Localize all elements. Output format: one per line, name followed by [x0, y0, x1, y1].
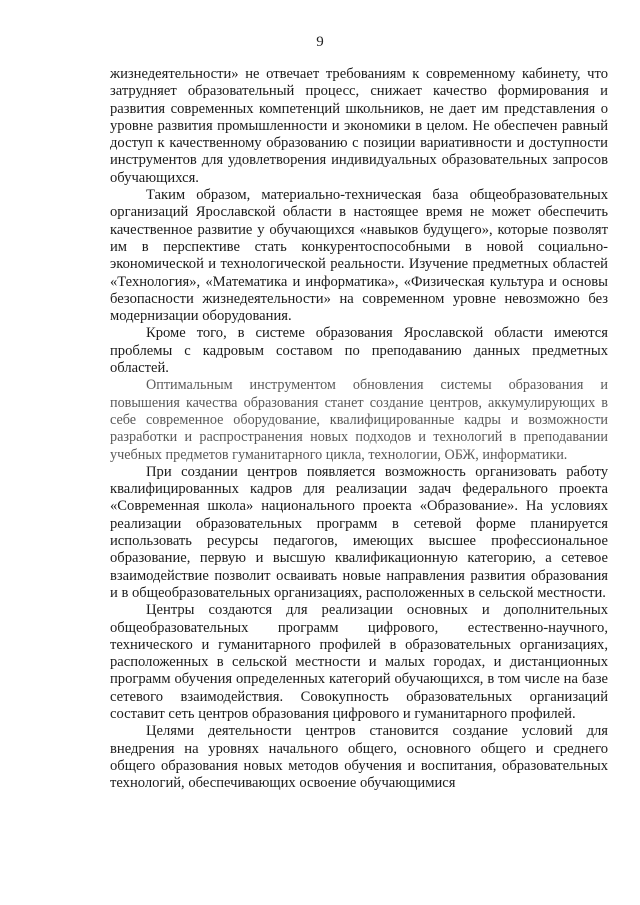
page-number: 9: [316, 34, 324, 50]
paragraph-material-base: Таким образом, материально-техническая база общеобразовательных организаций Ярославской области в настоящее время не может обеспечить качественное развитие у обучающихся «навыков будущего», которые позволят им в перспективе стать конкурентоспособными в новой социально-экономической и технологической реальности. Изучение предметных областей «Технология», «Математика и информатика», «Физическая культура и основы безопасности жизнедеятельности» на современном уровне невозможно без модернизации оборудования.: [110, 187, 608, 325]
document-body: [110, 66, 608, 792]
paragraph-optimal-instrument: Оптимальным инструментом обновления системы образования и повышения качества образования станет создание центров, аккумулирующих в себе современное оборудование, квалифицированные кадры и возможности разработки и распространения новых подходов и технологий в преподавании учебных предметов гуманитарного цикла, технологии, ОБЖ, информатики.: [110, 377, 608, 463]
paragraph-centers-purpose: Центры создаются для реализации основных и дополнительных общеобразовательных программ цифрового, естественно-научного, технического и гуманитарного профилей в образовательных организациях, расположенных в сельской местности и малых городах, и дистанционных программ обучения определенных категорий обучающихся, в том числе на базе сетевого взаимодействия. Совокупность образовательных организаций составит сеть центров образования цифрового и гуманитарного профилей.: [110, 602, 608, 722]
paragraph-centers-creation: При создании центров появляется возможность организовать работу квалифицированных кадров для реализации задач федерального проекта «Современная школа» национального проекта «Образование». На условиях реализации образовательных программ в сетевой форме планируется использовать ресурсы педагогов, имеющих высшее профессиональное образование, первую и высшую квалификационную категорию, а сетевое взаимодействие позволит осваивать новые направления развития образования и в общеобразовательных организациях, расположенных в сельской местности.: [110, 463, 608, 601]
paragraph-centers-goals: Целями деятельности центров становится создание условий для внедрения на уровнях начального общего, основного общего и среднего общего образования новых методов обучения и воспитания, образовательных технологий, обеспечивающих освоение обучающимися: [110, 723, 608, 792]
paragraph-continuation: жизнедеятельности» не отвечает требованиям к современному кабинету, что затрудняет образовательный процесс, снижает качество формирования и развития современных компетенций школьников, не дает им представления о уровне развития промышленности и экономики в целом. Не обеспечен равный доступ к качественному образованию с позиции вариативности и доступности инструментов для удовлетворения индивидуальных образовательных запросов обучающихся.: [110, 66, 608, 186]
paragraph-staffing-problems: Кроме того, в системе образования Ярославской области имеются проблемы с кадровым составом по преподаванию данных предметных областей.: [110, 325, 608, 377]
